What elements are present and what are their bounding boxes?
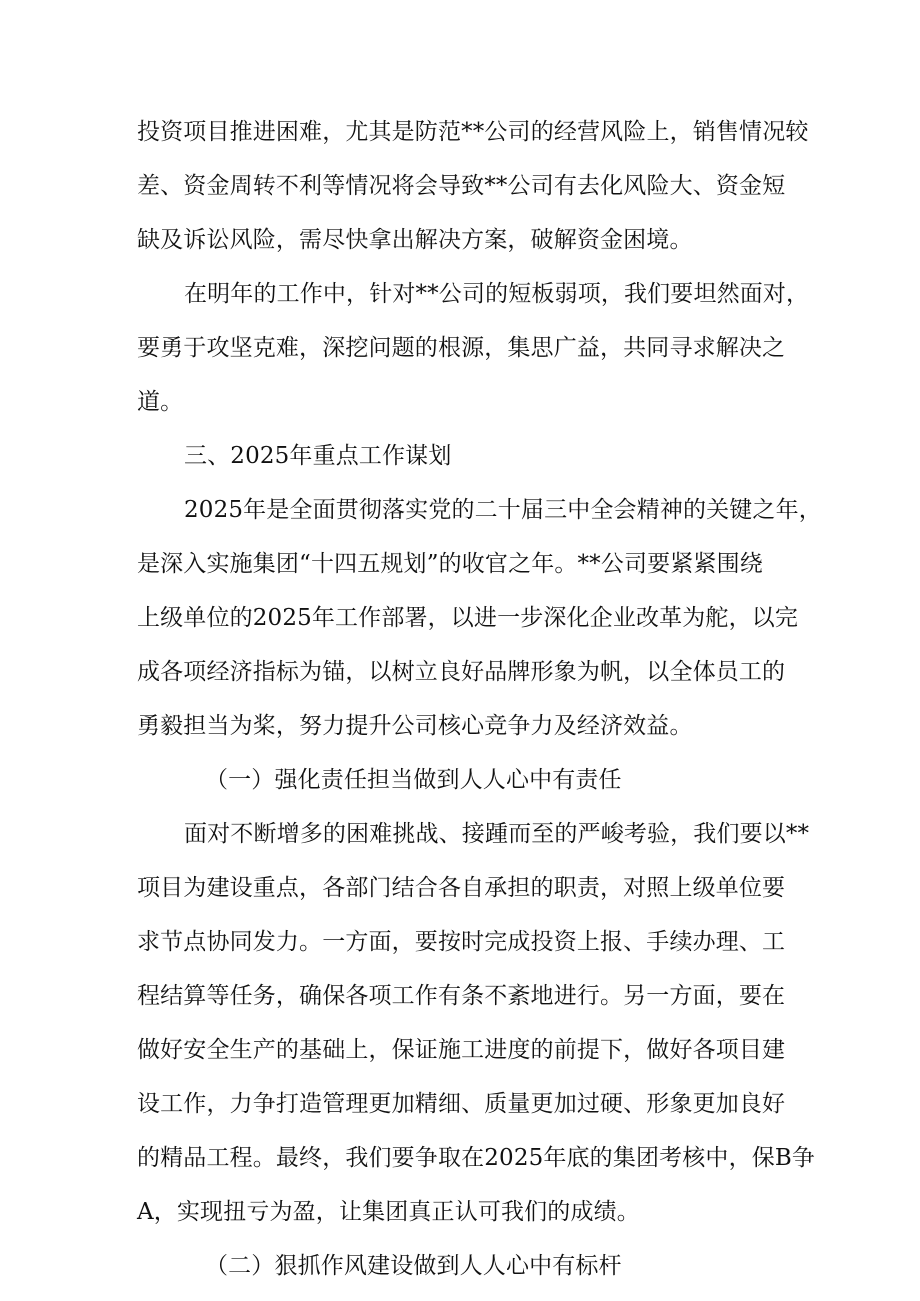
text-line: 程结算等任务，确保各项工作有条不紊地进行。另一方面，要在 [137,983,786,1009]
text-line: A，实现扭亏为盈，让集团真正认可我们的成绩。 [137,1199,640,1225]
text-line: 投资项目推进困难，尤其是防范**公司的经营风险上，销售情况较 [137,119,809,145]
text-line: 做好安全生产的基础上，保证施工进度的前提下，做好各项目建 [137,1037,786,1063]
text-line: 求节点协同发力。一方面，要按时完成投资上报、手续办理、工 [137,929,786,955]
subsection-heading: （二）狠抓作风建设做到人人心中有标杆 [205,1253,622,1279]
text-line: 2025年是全面贯彻落实党的二十届三中全会精神的关键之年， [184,497,822,523]
text-line: 缺及诉讼风险，需尽快拿出解决方案，破解资金困境。 [137,227,693,253]
text-line: 上级单位的2025年工作部署，以进一步深化企业改革为舵，以完 [137,605,799,631]
subsection-heading: （一）强化责任担当做到人人心中有责任 [205,767,622,793]
text-line: 设工作，力争打造管理更加精细、质量更加过硬、形象更加良好 [137,1091,786,1117]
text-line: 的精品工程。最终，我们要争取在2025年底的集团考核中，保B争 [137,1145,816,1171]
text-line: 项目为建设重点，各部门结合各自承担的职责，对照上级单位要 [137,875,786,901]
text-line: 面对不断增多的困难挑战、接踵而至的严峻考验，我们要以** [184,821,810,847]
text-line: 勇毅担当为桨，努力提升公司核心竞争力及经济效益。 [137,713,693,739]
section-heading: 三、2025年重点工作谋划 [184,443,452,469]
text-line: 在明年的工作中，针对**公司的短板弱项，我们要坦然面对， [184,281,810,307]
text-line: 成各项经济指标为锚，以树立良好品牌形象为帆，以全体员工的 [137,659,786,685]
text-line: 要勇于攻坚克难，深挖问题的根源，集思广益，共同寻求解决之 [137,335,786,361]
text-line: 是深入实施集团“十四五规划”的收官之年。**公司要紧紧围绕 [137,551,763,577]
text-line: 差、资金周转不利等情况将会导致**公司有去化风险大、资金短 [137,173,786,199]
text-line: 道。 [137,389,184,415]
